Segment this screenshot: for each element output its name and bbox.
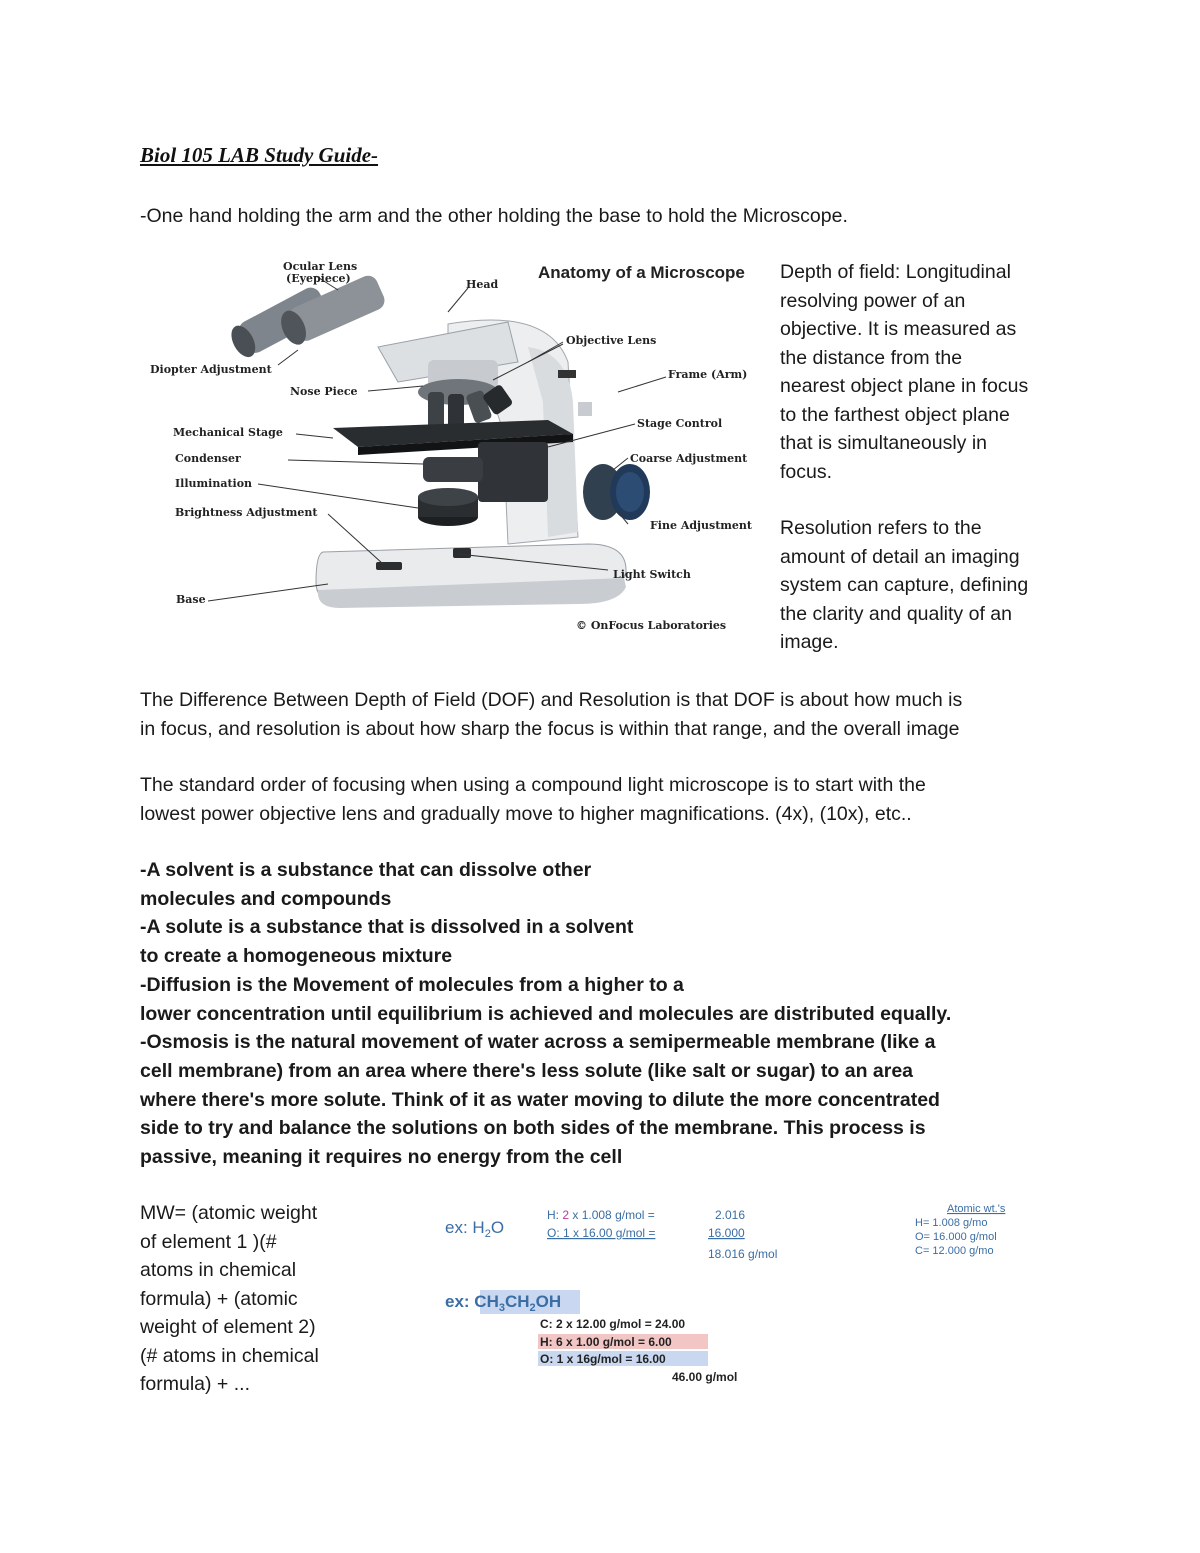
label-mechanical-stage: Mechanical Stage (173, 426, 283, 439)
ex1-label: ex: $H_2O$ (445, 1218, 505, 1240)
c-line: C: 2 x 12.00 g/mol = 24.00 (540, 1317, 686, 1331)
label-objective: Objective Lens (566, 334, 657, 347)
h-value: 2.016 (715, 1208, 746, 1222)
ex2-label: ex: $CH_3CH_2OH$ (445, 1292, 562, 1314)
label-diopter: Diopter Adjustment (150, 363, 272, 376)
total-2: 46.00 g/mol (672, 1370, 738, 1384)
figure-title: Anatomy of a Microscope (538, 263, 745, 282)
page-title: Biol 105 LAB Study Guide- (140, 143, 379, 167)
microscope-figure (148, 252, 768, 642)
label-illumination: Illumination (175, 477, 253, 490)
h-line: H: 2 x 1.008 g/mol = (547, 1208, 655, 1222)
atomic-o: O= 16.000 g/mol (915, 1231, 997, 1243)
label-base: Base (176, 593, 206, 606)
focus-order: The standard order of focusing when using a compound light microscope is to start with the lowest power objective lens and gradually move to higher magnifications. (4x), (10x), etc.. (140, 774, 926, 825)
label-light-switch: Light Switch (613, 568, 691, 581)
o-value: 16.000 (708, 1226, 745, 1240)
label-brightness: Brightness Adjustment (175, 506, 318, 519)
label-eyepiece: (Eyepiece) (286, 272, 351, 285)
label-ocular-lens: Ocular Lens (283, 260, 358, 273)
dof-difference: The Difference Between Depth of Field (DOF) and Resolution is that DOF is about how much is in focus, and resolution is about how sharp the focus is within that range, and the overall image (140, 689, 963, 740)
label-frame: Frame (Arm) (668, 368, 748, 381)
atomic-title: Atomic wt.'s (947, 1203, 1006, 1215)
resolution-definition: Resolution refers to the amount of detail an imaging system can capture, defining the clarity and quality of an image. (780, 517, 1029, 653)
definitions-block: -A solvent is a substance that can dissolve other molecules and compounds -A solute is a substance that is dissolved in a solvent to create a homogeneous mixture -Diffusion is the Movement of molecules from a higher to a lower concentration until equilibrium is achieved and molecules are distributed equally. -Osmosis is the natural movement of water across a semipermeable membrane (like a cell membrane) from an area where there's less solute (like salt or sugar) to an area where there's more solute. Think of it as water moving to dilute the more concentrated side to try and balance the solutions on both sides of the membrane. This process is passive, meaning it requires no energy from the cell (140, 859, 952, 1169)
dof-definition: Depth of field: Longitudinal resolving power of an objective. It is measured as the distance from the nearest object plane in focus to the farthest object plane that is simultaneously in focus. (780, 261, 1029, 483)
mw-formula: MW= (atomic weight of element 1 )(# atoms in chemical formula) + (atomic weight of element 2) (# atoms in chemical formula) + ... (140, 1202, 319, 1395)
mw-example-figure (440, 1195, 1040, 1395)
intro-text: -One hand holding the arm and the other holding the base to hold the Microscope. (140, 205, 848, 227)
label-nosepiece: Nose Piece (290, 385, 358, 398)
total-1: 18.016 g/mol (708, 1247, 778, 1261)
label-condenser: Condenser (175, 452, 241, 465)
o2-line: O: 1 x 16g/mol = 16.00 (540, 1352, 666, 1366)
microscope-illustration (227, 273, 650, 608)
label-stage-control: Stage Control (637, 417, 723, 430)
label-head: Head (466, 278, 499, 291)
h2-line: H: 6 x 1.00 g/mol = 6.00 (540, 1335, 672, 1349)
atomic-h: H= 1.008 g/mo (915, 1217, 988, 1229)
figure-credit: © OnFocus Laboratories (576, 619, 727, 632)
o-line: O: 1 x 16.00 g/mol = (547, 1226, 656, 1240)
label-coarse: Coarse Adjustment (630, 452, 748, 465)
atomic-c: C= 12.000 g/mo (915, 1245, 994, 1257)
label-fine: Fine Adjustment (650, 519, 753, 532)
